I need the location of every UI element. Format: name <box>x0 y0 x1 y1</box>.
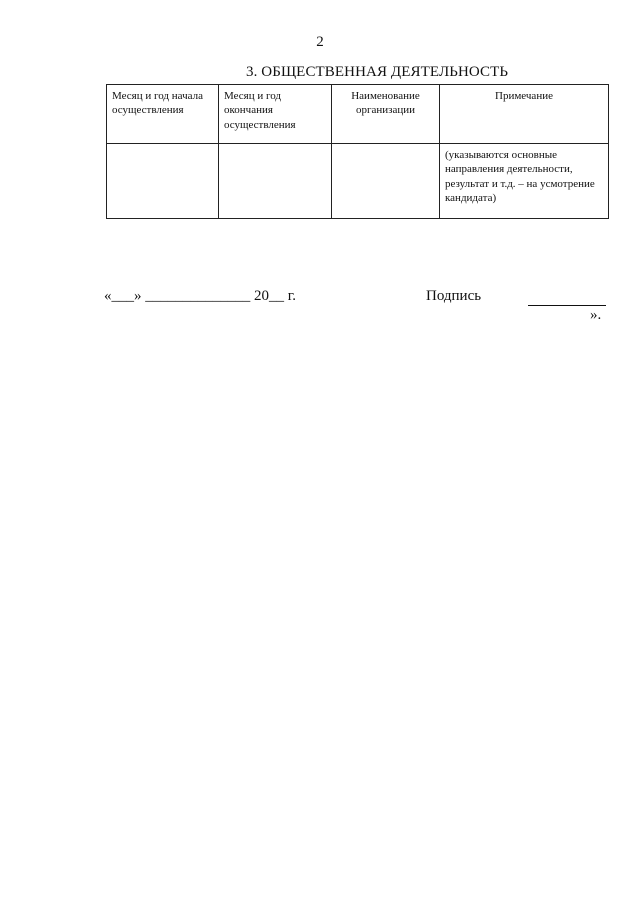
signature-line <box>528 305 606 306</box>
section-title: 3. ОБЩЕСТВЕННАЯ ДЕЯТЕЛЬНОСТЬ <box>246 64 509 80</box>
public-activity-table <box>106 84 609 219</box>
closing-quote: ». <box>590 307 602 323</box>
header-end-date: Месяц и год окончания осуществления <box>219 85 332 144</box>
header-note: Примечание <box>440 85 609 144</box>
header-start-date: Месяц и год начала осуществления <box>107 85 219 144</box>
table-row <box>107 144 609 219</box>
cell-note: (указываются основные направления деятельности, результат и т.д. – на усмотрение кандидата) <box>440 144 609 219</box>
date-line: «___» ______________ 20__ г. <box>104 288 296 304</box>
header-organization: Наименование организации <box>332 85 440 144</box>
cell-start-date[interactable] <box>107 144 219 219</box>
page-number: 2 <box>316 34 324 50</box>
cell-end-date[interactable] <box>219 144 332 219</box>
table-header-row <box>107 85 609 144</box>
cell-organization[interactable] <box>332 144 440 219</box>
signature-label: Подпись <box>426 288 482 304</box>
